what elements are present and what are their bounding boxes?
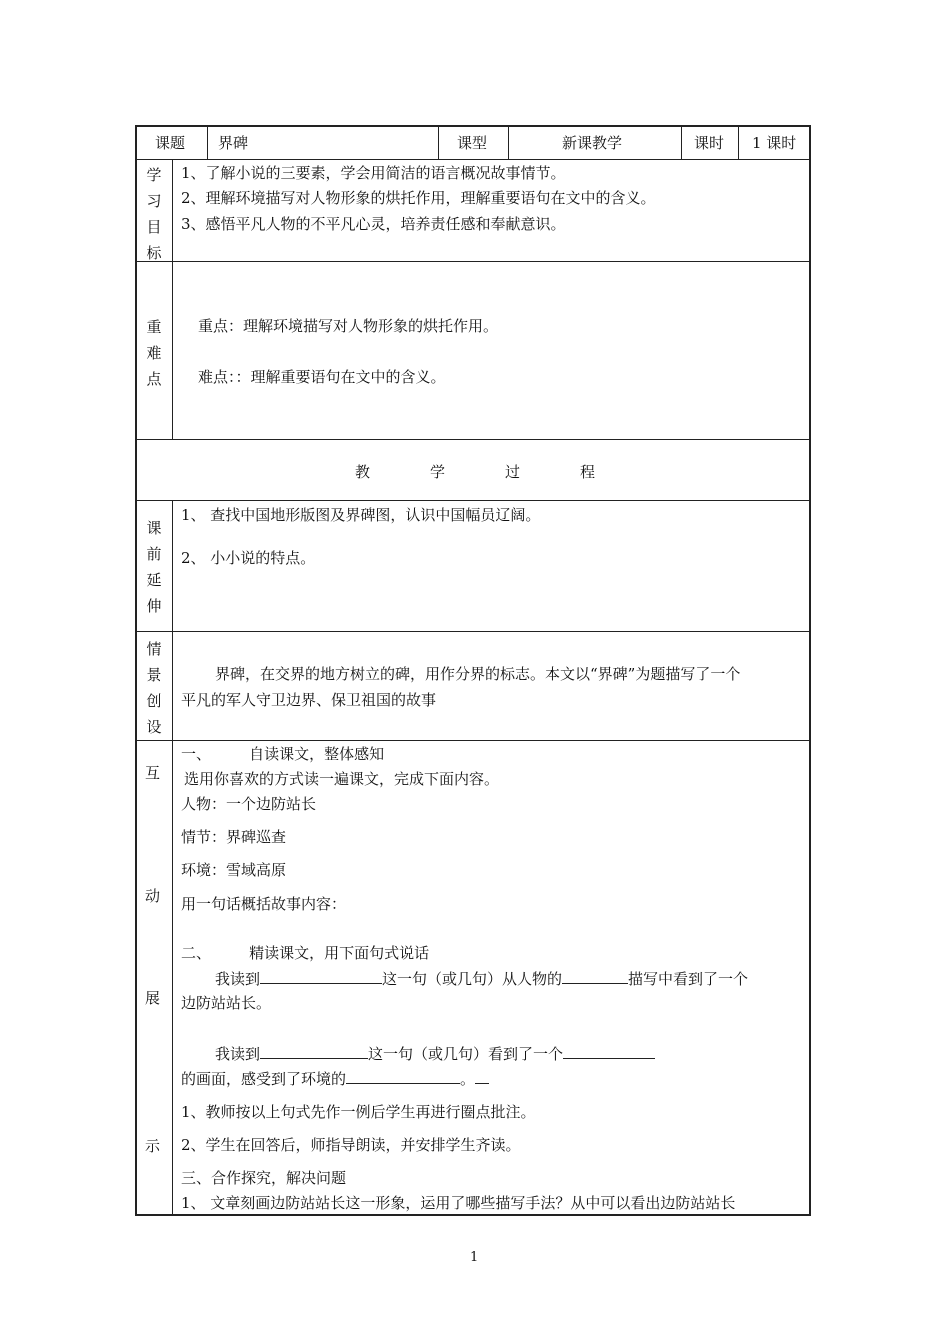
- row-divider-process: [135, 500, 811, 501]
- process-title-char: 程: [580, 463, 596, 481]
- scenario-label: 情 景 创 设: [146, 640, 162, 736]
- hours-label: 课时: [694, 134, 725, 152]
- row-divider-preclass: [135, 631, 811, 632]
- summary-prompt: 用一句话概括故事内容：: [181, 895, 347, 913]
- fill-blank[interactable]: [346, 1068, 460, 1084]
- keypoints-label: 重 难 点: [146, 318, 162, 388]
- header-col-divider-2: [438, 125, 439, 160]
- teacher-note-1: 1、教师按以上句式先作一例后学生再进行圈点批注。: [181, 1103, 536, 1121]
- process-title-char: 过: [505, 463, 521, 481]
- course-label: 课题: [155, 134, 186, 152]
- sentence-pattern-1-end: 边防站站长。: [181, 994, 272, 1012]
- label-col-divider-a: [172, 159, 173, 440]
- fill-blank[interactable]: [562, 968, 628, 984]
- objective-item: 1、了解小说的三要素，学会用简洁的语言概况故事情节。: [181, 164, 566, 182]
- type-value: 新课教学: [562, 134, 623, 152]
- section-2-title: 二、 精读课文，用下面句式说话: [181, 944, 430, 962]
- row-divider-keypoints: [135, 439, 811, 440]
- interactive-label-char: 互: [145, 764, 161, 782]
- difficulty-point: 难点：：理解重要语句在文中的含义。: [198, 368, 446, 386]
- sentence-pattern-1: 我读到 这一句（或几句）从人物的 描写中看到了一个: [215, 970, 749, 988]
- process-title-char: 学: [430, 463, 446, 481]
- scenario-text-line2: 平凡的军人守卫边界、保卫祖国的故事: [181, 691, 437, 709]
- preclass-label: 课 前 延 伸: [146, 519, 162, 615]
- label-col-divider-b: [172, 500, 173, 1215]
- setting-line: 环境：雪域高原: [181, 861, 287, 879]
- character-line: 人物：一个边防站长: [181, 795, 317, 813]
- section-3-title: 三、合作探究，解决问题: [181, 1169, 347, 1187]
- header-col-divider-1: [207, 125, 208, 160]
- interactive-label-char: 示: [145, 1137, 161, 1155]
- type-label: 课型: [457, 134, 488, 152]
- plot-line: 情节：界碑巡查: [181, 828, 287, 846]
- sentence-pattern-2: 我读到 这一句（或几句）看到了一个: [215, 1043, 655, 1064]
- fill-blank-tail: [475, 1068, 489, 1084]
- process-title-char: 教: [355, 463, 371, 481]
- section-1-title: 一、 自读课文，整体感知: [181, 745, 385, 763]
- preclass-item: 1、 查找中国地形版图及界碑图，认识中国幅员辽阔。: [181, 506, 541, 524]
- fill-blank[interactable]: [563, 1043, 655, 1059]
- table-right-border: [809, 125, 811, 1216]
- teacher-note-2: 2、学生在回答后，师指导朗读，并安排学生齐读。: [181, 1136, 521, 1154]
- scenario-text-line1: 界碑，在交界的地方树立的碑，用作分界的标志。本文以“界碑”为题描写了一个: [215, 665, 741, 683]
- page-number: 1: [470, 1250, 479, 1265]
- section-1-intro: 选用你喜欢的方式读一遍课文，完成下面内容。: [184, 770, 500, 788]
- objective-item: 3、感悟平凡人物的不平凡心灵，培养责任感和奉献意识。: [181, 215, 566, 233]
- header-row-divider: [135, 159, 811, 160]
- table-top-border: [135, 125, 811, 127]
- header-col-divider-5: [738, 125, 739, 160]
- header-col-divider-4: [681, 125, 682, 160]
- interactive-label-char: 展: [145, 989, 161, 1007]
- interactive-label-char: 动: [145, 887, 161, 905]
- fill-blank[interactable]: [260, 968, 382, 984]
- hours-value: 1 课时: [752, 134, 797, 152]
- preclass-item: 2、 小小说的特点。: [181, 549, 316, 567]
- row-divider-objectives: [135, 261, 811, 262]
- row-divider-scenario: [135, 740, 811, 741]
- table-bottom-border: [135, 1214, 811, 1216]
- objectives-label: 学 习 目 标: [146, 166, 162, 262]
- focus-point: 重点：理解环境描写对人物形象的烘托作用。: [198, 317, 499, 335]
- question-1: 1、 文章刻画边防站站长这一形象，运用了哪些描写手法？从中可以看出边防站站长: [181, 1194, 736, 1212]
- course-value: 界碑: [218, 134, 249, 152]
- sentence-pattern-2-end: 的画面，感受到了环境的 。: [181, 1068, 489, 1089]
- header-col-divider-3: [508, 125, 509, 160]
- objective-item: 2、理解环境描写对人物形象的烘托作用，理解重要语句在文中的含义。: [181, 189, 656, 207]
- fill-blank[interactable]: [260, 1043, 368, 1059]
